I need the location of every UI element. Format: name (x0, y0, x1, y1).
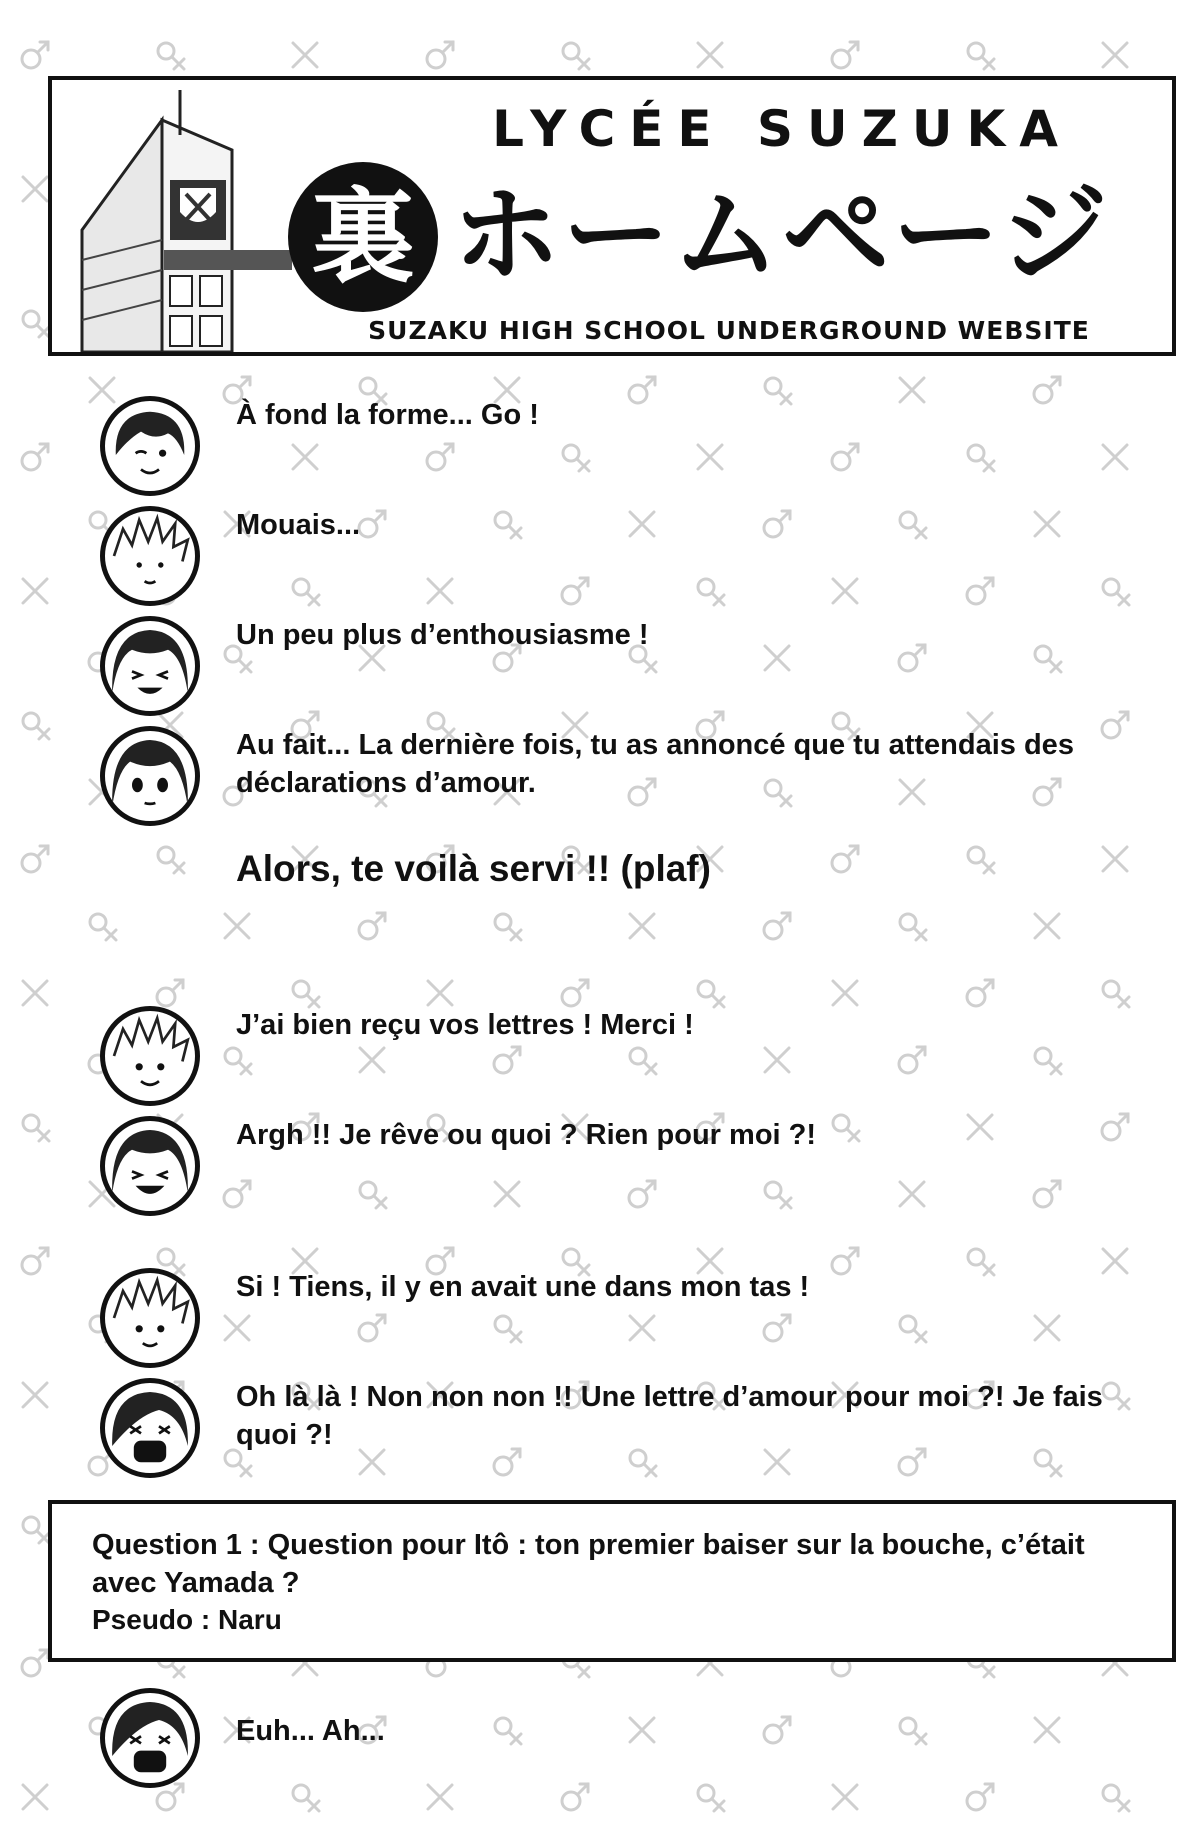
avatar-boy-spiky-hair-icon (100, 1006, 200, 1106)
message-text: Au fait... La dernière fois, tu as annoncé que tu attendais des déclarations d’amour. (236, 729, 1074, 799)
question-text: Question 1 : Question pour Itô : ton premier baiser sur la bouche, c’était avec Yamada ? (92, 1529, 1085, 1599)
chat-message (100, 1006, 1120, 1110)
message-text: Un peu plus d’enthousiasme ! (236, 619, 649, 651)
chat-message (100, 1268, 1120, 1372)
message-text: Euh... Ah... (236, 1715, 385, 1747)
message-text: Si ! Tiens, il y en avait une dans mon tas ! (236, 1271, 810, 1303)
chat-message (100, 396, 1120, 500)
message-text: Argh !! Je rêve ou quoi ? Rien pour moi ?! (236, 1119, 817, 1151)
emphasis-text: Alors, te voilà servi !! (plaf) (236, 848, 711, 889)
site-title-latin: LYCÉE SUZUKA (492, 100, 1072, 158)
avatar-girl-laughing-icon (100, 1116, 200, 1216)
avatar-boy-spiky-hair-icon (100, 506, 200, 606)
school-building-illustration (52, 80, 292, 352)
chat-message (100, 726, 1120, 830)
site-title-japanese: ホームページ (452, 173, 1110, 298)
chat-message (100, 1688, 1120, 1792)
chat-message (100, 616, 1120, 720)
chat-message (100, 1378, 1120, 1482)
message-text: Oh là là ! Non non non !! Une lettre d’amour pour moi ?! Je fais quoi ?! (236, 1381, 1103, 1451)
reader-question-box (48, 1500, 1176, 1662)
message-text: J’ai bien reçu vos lettres ! Merci ! (236, 1009, 694, 1041)
message-text: Mouais... (236, 509, 361, 541)
chat-message (100, 1116, 1120, 1220)
chat-message (100, 506, 1120, 610)
site-subtitle: SUZAKU HIGH SCHOOL UNDERGROUND WEBSITE (368, 316, 1090, 345)
avatar-boy-spiky-hair-icon (100, 1268, 200, 1368)
site-header-banner (48, 76, 1176, 356)
avatar-girl-serious-icon (100, 726, 200, 826)
avatar-girl-screaming-icon (100, 1688, 200, 1788)
question-pseudo: Pseudo : Naru (92, 1604, 282, 1635)
kanji-badge: 裏 (288, 162, 438, 312)
avatar-girl-screaming-icon (100, 1378, 200, 1478)
avatar-girl-laughing-icon (100, 616, 200, 716)
avatar-girl-short-hair-icon (100, 396, 200, 496)
message-text: À fond la forme... Go ! (236, 399, 539, 431)
